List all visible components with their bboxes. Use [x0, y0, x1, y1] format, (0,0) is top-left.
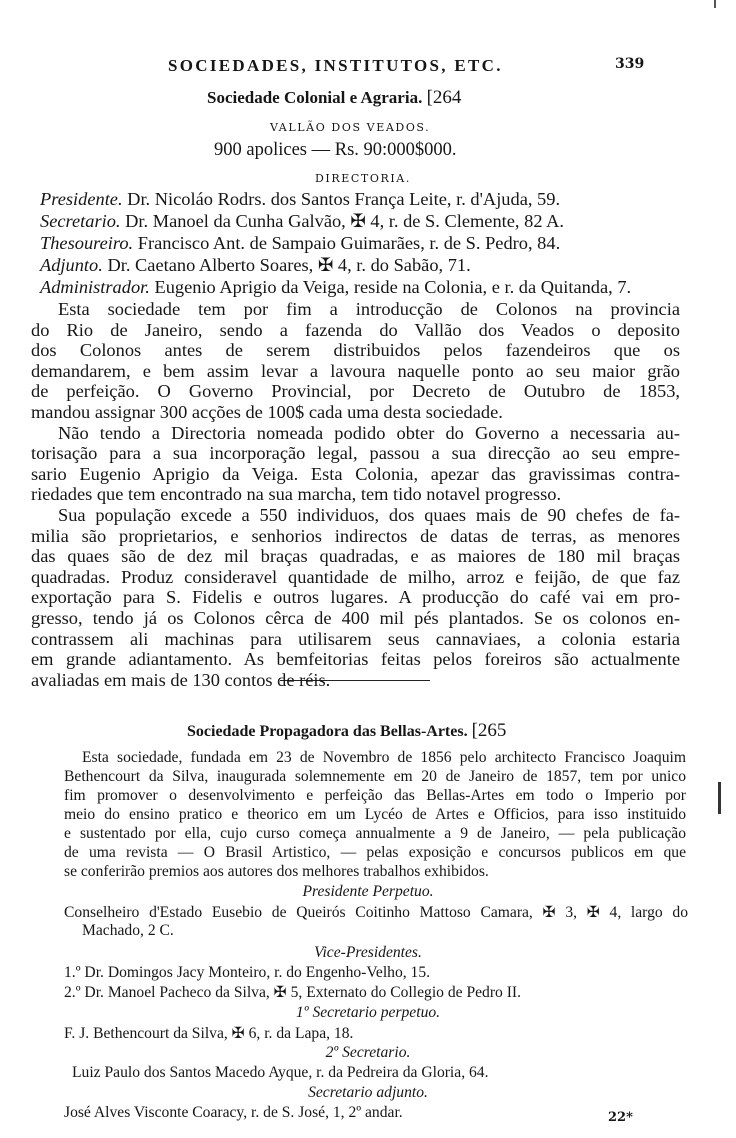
section1-directory-heading: DIRECTORIA.: [315, 172, 411, 185]
officer-row: [40, 255, 471, 276]
officer-text: Dr. Manoel da Cunha Galvão, ✠ 4, r. de S. Clemente, 82 A.: [125, 211, 564, 231]
paragraph-line: sario Eugenio Aprigio da Veiga. Esta Colonia, apezar das gravissimas contra-: [31, 463, 680, 484]
officer-role: Thesoureiro.: [40, 233, 134, 253]
section2-title: Sociedade Propagadora das Bellas-Artes.: [187, 723, 468, 740]
officer-row: [40, 189, 560, 210]
first-secretary-heading: 1º Secretario perpetuo.: [295, 1004, 441, 1021]
officer-role: Adjunto.: [40, 255, 103, 275]
running-head: SOCIEDADES, INSTITUTOS, ETC.: [168, 56, 503, 75]
paragraph-line: de perfeição. O Governo Provincial, por Decreto de Outubro de 1853,: [31, 381, 680, 402]
assistant-heading: Secretario adjunto.: [308, 1084, 428, 1101]
paragraph-line: das quaes são de dez mil braças quadradas, e as maiores de 180 mil braças: [31, 546, 680, 567]
section1-title: Sociedade Colonial e Agraria.: [207, 88, 423, 107]
vice-heading: Vice-Presidentes.: [314, 944, 422, 961]
paragraph-line: Esta sociedade tem por fim a introducção de Colonos na provincia: [58, 299, 680, 319]
paragraph-line: gresso, tendo já os Colonos cêrca de 400 mil pés plantados. Se os colonos en-: [31, 608, 680, 628]
officer-role: Presidente.: [40, 189, 123, 209]
paragraph-line: do Rio de Janeiro, sendo a fazenda do Vallão dos Veados o deposito: [31, 319, 680, 340]
section1-capital: 900 apolices — Rs. 90:000$000.: [214, 140, 457, 160]
officer-row: [40, 277, 631, 298]
page-number: 339: [615, 56, 645, 72]
paragraph-line: Sua população excede a 550 individuos, dos quaes mais de 90 chefes de fa-: [58, 505, 680, 525]
paragraph-line: dos Colonos antes de serem distribuidos pelos fazendeiros que os: [31, 340, 680, 361]
paragraph-line: se conferirão premios aos autores dos melhores trabalhos exhibidos.: [64, 863, 489, 880]
president-line: Conselheiro d'Estado Eusebio de Queirós Coitinho Mattoso Camara, ✠ 3, ✠ 4, largo do: [64, 904, 688, 921]
paragraph-line: Bethencourt da Silva, inaugurada solemnemente em 20 de Janeiro de 1857, tem por unico: [64, 768, 686, 785]
officer-text: Dr. Nicoláo Rodrs. dos Santos França Leite, r. d'Ajuda, 59.: [127, 189, 561, 209]
section1-title-row: [207, 87, 461, 109]
vice-line: 2.º Dr. Manoel Pacheco da Silva, ✠ 5, Externato do Collegio de Pedro II.: [64, 984, 522, 1001]
corner-mark: [714, 0, 716, 8]
officer-row: [40, 233, 560, 254]
officer-role: Secretario.: [40, 211, 121, 231]
paragraph-line: riedades que tem encontrado na sua marcha, tem tido notavel progresso.: [31, 484, 562, 505]
paragraph-line: exportação para S. Fidelis e outros lugares. A producção do café vai em pro-: [31, 587, 680, 608]
section1-location: VALLÃO DOS VEADOS.: [270, 121, 431, 134]
officer-text: Dr. Caetano Alberto Soares, ✠ 4, r. do Sabão, 71.: [107, 255, 471, 275]
paragraph-line: e sustentado por ella, cujo curso começa annualmente a 9 de Janeiro, — pela publicação: [64, 825, 686, 842]
vice-line: 1.º Dr. Domingos Jacy Monteiro, r. do Engenho-Velho, 15.: [64, 964, 431, 981]
officer-text: Francisco Ant. de Sampaio Guimarães, r. de S. Pedro, 84.: [137, 233, 561, 253]
paragraph-line: mandou assignar 300 acções de 100$ cada uma desta sociedade.: [31, 402, 503, 422]
edge-mark: [718, 782, 721, 814]
signature-mark: 22*: [608, 1110, 633, 1125]
section2-number: [265: [471, 720, 507, 741]
paragraph-line: demandarem, e bem assim levar a lavoura naquelle ponto ao seu maior grão: [31, 360, 680, 381]
paragraph-line: Não tendo a Directoria nomeada podido obter do Governo a necessaria au-: [58, 422, 680, 443]
second-secretary-heading: 2º Secretario.: [325, 1044, 411, 1061]
assistant-line: José Alves Visconte Coaracy, r. de S. José, 1, 2º andar.: [64, 1104, 403, 1121]
president-heading: Presidente Perpetuo.: [302, 883, 434, 900]
paragraph-line: meio do ensino pratico e theorico em um Lycéo de Artes e Officios, para isso instituido: [64, 806, 686, 823]
paragraph-line: em grande adiantamento. As bemfeitorias feitas pelos foreiros são actualmente: [31, 649, 680, 670]
paragraph-line: de uma revista — O Brasil Artistico, — pelas exposição e concursos publicos em que: [64, 844, 686, 861]
first-secretary-line: F. J. Bethencourt da Silva, ✠ 6, r. da Lapa, 18.: [64, 1025, 354, 1042]
paragraph-line: torisação para a sua incorporação legal, passou a sua direcção ao seu empre-: [31, 443, 680, 464]
president-line: Machado, 2 C.: [82, 922, 174, 939]
section1-number: [264: [426, 87, 462, 108]
paragraph-line: avaliadas em mais de 130 contos de réis.: [31, 669, 331, 690]
officer-row: [40, 211, 564, 232]
second-secretary-line: Luiz Paulo dos Santos Macedo Ayque, r. da Pedreira da Gloria, 64.: [72, 1064, 489, 1081]
paragraph-line: quadradas. Produz consideravel quantidade de milho, arroz e feijão, de que faz: [31, 566, 680, 587]
section2-title-row: [187, 720, 506, 742]
officer-role: Administrador.: [40, 277, 150, 297]
paragraph-line: milia são proprietarios, e senhorios indirectos de datas de terras, as menores: [31, 525, 680, 546]
paragraph-line: contrassem ali machinas para utilisarem seus cannaviaes, a colonia estaria: [31, 628, 680, 649]
paragraph-line: fim promover o desenvolvimento e perfeição das Bellas-Artes em todo o Imperio por: [64, 787, 686, 804]
paragraph-line: Esta sociedade, fundada em 23 de Novembro de 1856 pelo architecto Francisco Joaquim: [82, 749, 686, 766]
officer-text: Eugenio Aprigio da Veiga, reside na Colonia, e r. da Quitanda, 7.: [154, 277, 632, 297]
